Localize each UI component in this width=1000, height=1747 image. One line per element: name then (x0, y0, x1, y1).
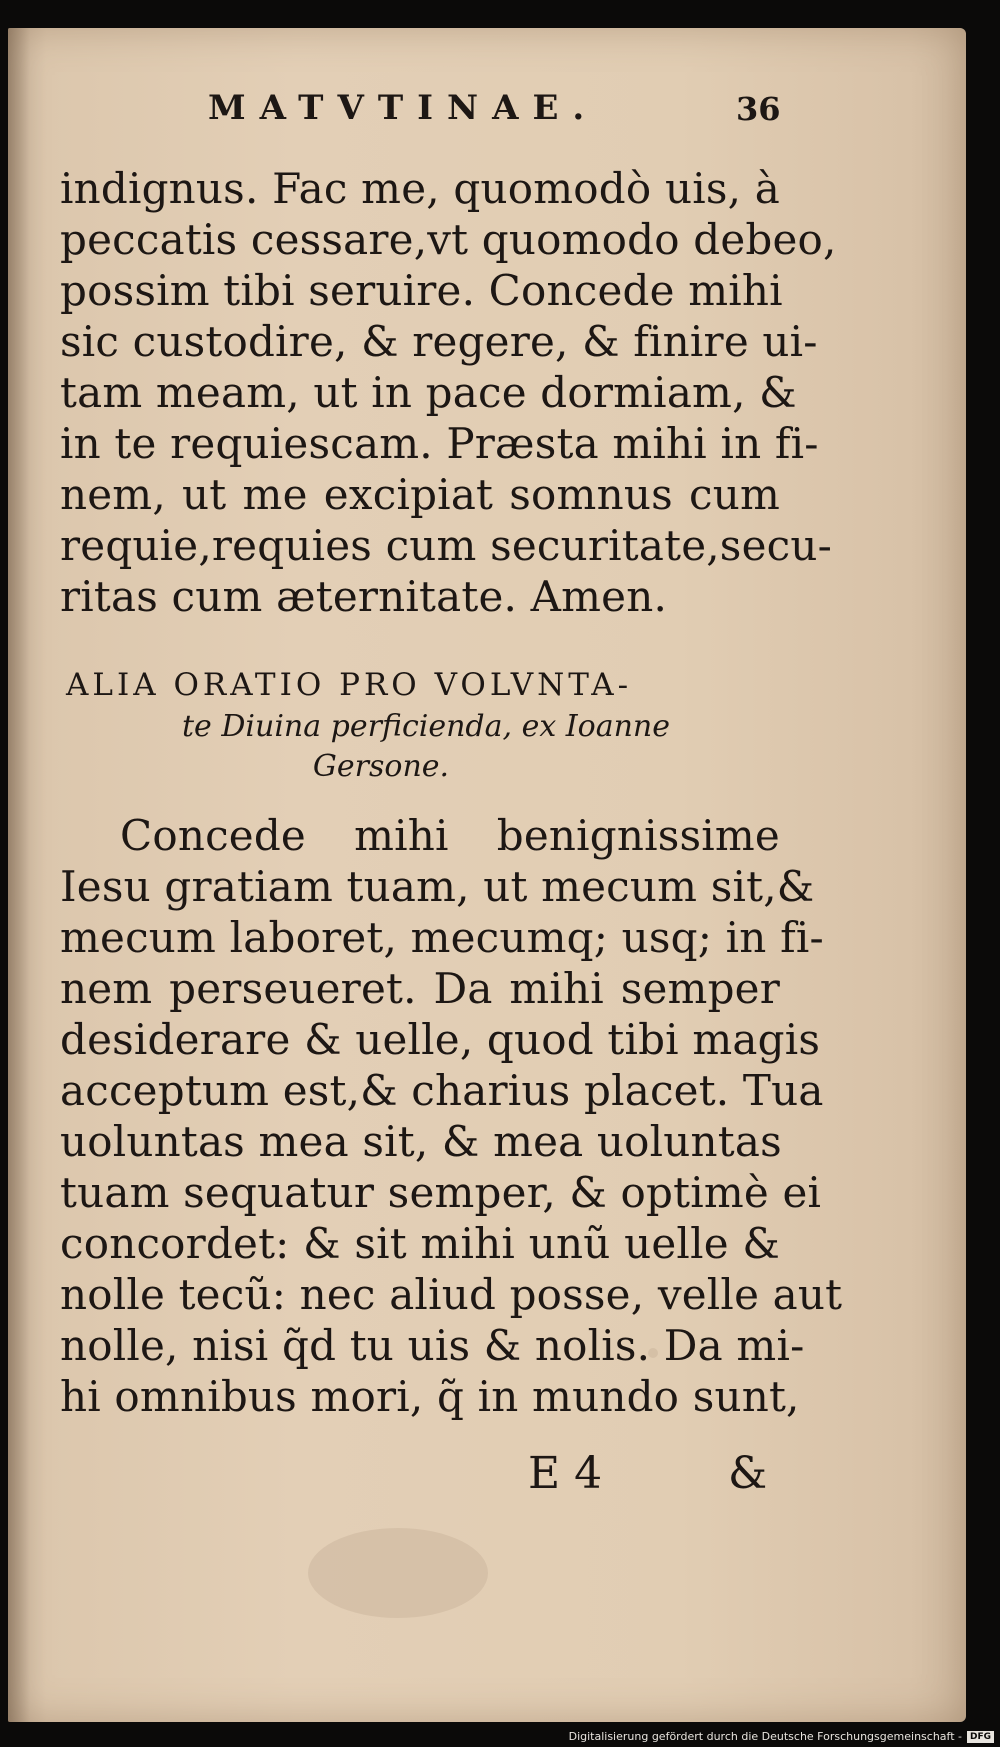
text-line: hi omnibus mori, q̃ in mundo sunt, (60, 1372, 800, 1421)
text-line: requie,requies cum securitate,secu- (60, 521, 832, 570)
heading-subtitle-2: Gersone. (312, 749, 450, 784)
text-line: sic custodire, & regere, & finire ui- (60, 317, 818, 366)
text-line: tuam sequatur semper, & optimè ei (60, 1168, 822, 1217)
catchword: & (728, 1448, 768, 1499)
text-line: nem perseueret. Da mihi semper (60, 964, 780, 1013)
text-line: nolle tecũ: nec aliud posse, velle aut (60, 1270, 843, 1319)
prayer-paragraph-1 (60, 163, 837, 622)
text-line: Concede mihi benignissime (120, 811, 780, 860)
text-line: desiderare & uelle, quod tibi magis (60, 1015, 821, 1064)
text-line: nem, ut me excipiat somnus cum (60, 470, 780, 519)
text-line: Iesu gratiam tuam, ut mecum sit,& (60, 862, 815, 911)
text-line: possim tibi seruire. Concede mihi (60, 266, 783, 315)
digitization-credit (569, 1730, 994, 1743)
text-line: peccatis cessare,vt quomodo debeo, (60, 215, 837, 264)
prayer-heading (66, 663, 786, 787)
text-line: uoluntas mea sit, & mea uoluntas (60, 1117, 782, 1166)
paper-stain (308, 1528, 488, 1618)
text-line: mecum laboret, mecumq; usq; in fi- (60, 913, 824, 962)
text-line: acceptum est,& charius placet. Tua (60, 1066, 824, 1115)
text-line: tam meam, ut in pace dormiam, & (60, 368, 797, 417)
running-head: MATVTINAE. (208, 88, 599, 128)
book-page (8, 28, 966, 1722)
heading-subtitle: te Diuina perficienda, ex Ioanne (182, 709, 670, 744)
text-line: nolle, nisi q̃d tu uis & nolis. Da mi- (60, 1321, 805, 1370)
text-line: ritas cum æternitate. Amen. (60, 572, 668, 621)
text-line: indignus. Fac me, quomodò uis, à (60, 164, 780, 213)
page-number: 36 (736, 90, 781, 128)
signature-mark: E 4 (528, 1448, 603, 1499)
credit-text: Digitalisierung gefördert durch die Deutsche Forschungsgemeinschaft - (568, 1730, 962, 1743)
dfg-logo: DFG (967, 1731, 994, 1743)
heading-title: ALIA ORATIO PRO VOLVNTA- (66, 667, 633, 703)
prayer-paragraph-2 (60, 810, 843, 1422)
text-line: in te requiescam. Præsta mihi in fi- (60, 419, 819, 468)
text-line: concordet: & sit mihi unũ uelle & (60, 1219, 780, 1268)
